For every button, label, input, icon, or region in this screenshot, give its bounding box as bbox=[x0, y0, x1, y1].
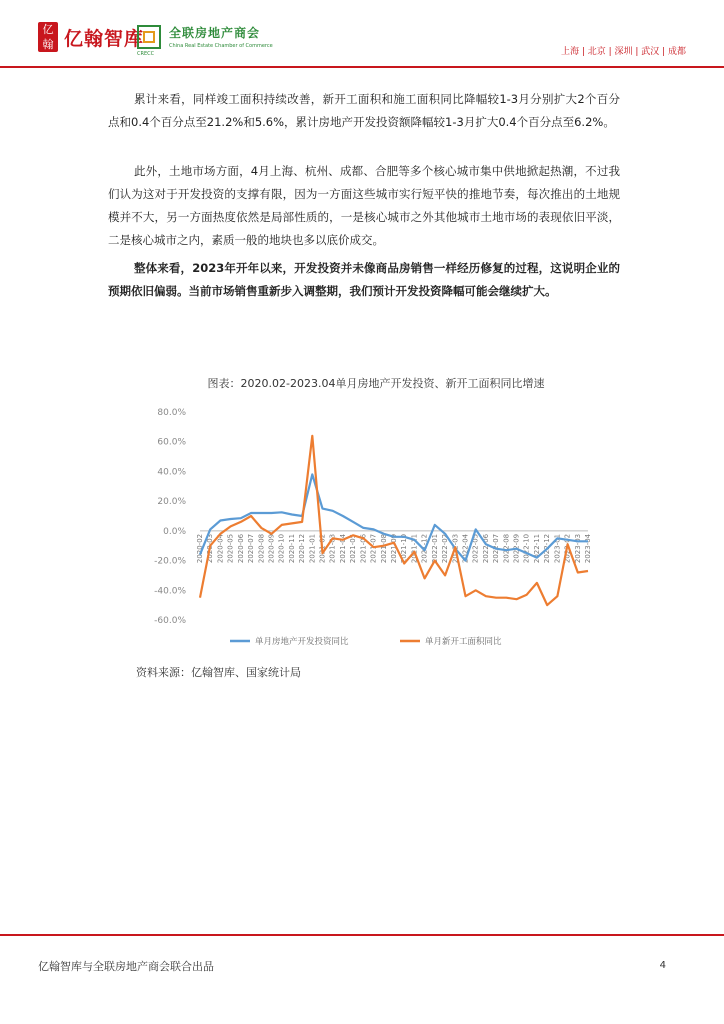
y-tick-label: 80.0% bbox=[157, 408, 186, 418]
y-tick-label: 40.0% bbox=[157, 467, 186, 478]
x-tick-label: 2020-05 bbox=[226, 533, 235, 564]
page-number: 4 bbox=[659, 960, 666, 971]
x-tick-label: 2023-02 bbox=[563, 533, 572, 564]
x-tick-label: 2022-06 bbox=[481, 533, 490, 564]
x-tick-label: 2020-03 bbox=[206, 533, 215, 564]
footer-text: 亿翰智库与全联房地产商会联合出品 bbox=[38, 960, 214, 973]
x-tick-label: 2021-11 bbox=[410, 533, 419, 564]
x-tick-label: 2020-08 bbox=[257, 533, 266, 564]
x-tick-label: 2021-05 bbox=[349, 533, 358, 564]
x-tick-label: 2021-09 bbox=[390, 533, 398, 564]
y-tick-label: 0.0% bbox=[163, 526, 186, 537]
x-tick-label: 2021-04 bbox=[338, 533, 347, 564]
crecc-logo bbox=[137, 24, 273, 57]
y-tick-label: 60.0% bbox=[157, 437, 186, 448]
x-tick-label: 2023-04 bbox=[584, 533, 592, 564]
yihan-logo-mark: 亿翰 bbox=[38, 22, 58, 52]
x-tick-label: 2020-02 bbox=[196, 533, 204, 564]
x-tick-label: 2022-07 bbox=[492, 533, 501, 564]
x-tick-label: 2022-11 bbox=[532, 533, 541, 564]
x-tick-label: 2022-01 bbox=[430, 533, 439, 564]
x-tick-label: 2022-03 bbox=[451, 533, 460, 564]
x-tick-label: 2021-10 bbox=[400, 533, 409, 564]
x-tick-label: 2021-02 bbox=[318, 533, 327, 564]
x-tick-label: 2021-07 bbox=[369, 533, 378, 564]
x-tick-label: 2020-07 bbox=[247, 533, 256, 564]
page-header bbox=[0, 0, 724, 68]
crecc-logo-cn: 全联房地产商会 bbox=[169, 26, 261, 40]
x-tick-label: 2022-04 bbox=[461, 533, 470, 564]
x-tick-label: 2022-09 bbox=[512, 533, 521, 564]
x-tick-label: 2023-03 bbox=[573, 533, 582, 564]
x-tick-label: 2021-08 bbox=[379, 533, 388, 564]
x-tick-label: 2020-04 bbox=[216, 533, 225, 564]
x-tick-label: 2020-12 bbox=[298, 533, 307, 564]
chart-title: 图表：2020.02-2023.04单月房地产开发投资、新开工面积同比增速 bbox=[207, 377, 545, 390]
x-tick-label: 2022-02 bbox=[441, 533, 450, 564]
series-line-new-starts bbox=[200, 436, 588, 605]
paragraph-conclusion: 整体来看，2023年开年以来，开发投资并未像商品房销售一样经历修复的过程，这说明企业的预期依旧偏弱。当前市场销售重新步入调整期，我们预计开发投资降幅可能会继续扩大。 bbox=[108, 261, 620, 298]
y-tick-label: 20.0% bbox=[157, 497, 186, 508]
y-tick-label: -20.0% bbox=[154, 556, 186, 567]
crecc-logo-icon bbox=[137, 25, 161, 49]
x-tick-label: 2020-09 bbox=[267, 533, 276, 564]
source-note: 资料来源：亿翰智库、国家统计局 bbox=[136, 666, 301, 679]
x-tick-label: 2021-01 bbox=[308, 533, 317, 564]
paragraph-land-market: 此外，土地市场方面，4月上海、杭州、成都、合肥等多个核心城市集中供地掀起热潮，不过我们认为这对于开发投资的支撑有限，因为一方面这些城市实行短平快的推地节奏，每次推出的土地规模并不大，另一方面热度依然是局部性质的，一是核心城市之外其他城市土地市场的表现依旧平淡，二是核心城市之内，素质一般的地块也多以底价成交。 bbox=[108, 164, 620, 247]
yihan-logo bbox=[38, 22, 144, 52]
legend-label: 单月新开工面积同比 bbox=[425, 637, 502, 647]
y-tick-label: -60.0% bbox=[154, 616, 186, 626]
x-tick-label: 2020-06 bbox=[236, 533, 245, 564]
x-tick-label: 2022-10 bbox=[522, 533, 531, 564]
header-cities: 上海 | 北京 | 深圳 | 武汉 | 成都 bbox=[560, 47, 686, 57]
footer-divider bbox=[0, 934, 724, 936]
x-tick-label: 2020-11 bbox=[287, 533, 296, 564]
x-tick-label: 2021-06 bbox=[359, 533, 368, 564]
paragraph-cumulative: 累计来看，同样竣工面积持续改善，新开工面积和施工面积同比降幅较1-3月分别扩大2个百分点和0.4个百分点至21.2%和5.6%，累计房地产开发投资额降幅较1-3月扩大0.4个百分点至6.2%。 bbox=[108, 92, 620, 129]
header-divider bbox=[0, 66, 724, 68]
crecc-logo-abbr: CRECC bbox=[137, 51, 155, 57]
x-tick-label: 2022-05 bbox=[471, 533, 480, 564]
x-tick-label: 2023-01 bbox=[553, 533, 562, 564]
y-tick-label: -40.0% bbox=[154, 586, 186, 597]
x-tick-label: 2022-12 bbox=[543, 533, 552, 564]
x-tick-label: 2021-03 bbox=[328, 533, 337, 564]
yihan-logo-name: 亿翰智库 bbox=[64, 27, 145, 50]
x-tick-label: 2022-08 bbox=[502, 533, 511, 564]
line-chart bbox=[150, 400, 592, 660]
x-tick-label: 2020-10 bbox=[277, 533, 286, 564]
x-tick-label: 2021-12 bbox=[420, 533, 429, 564]
crecc-logo-en: China Real Estate Chamber of Commerce bbox=[169, 43, 273, 49]
legend-label: 单月房地产开发投资同比 bbox=[255, 637, 349, 647]
